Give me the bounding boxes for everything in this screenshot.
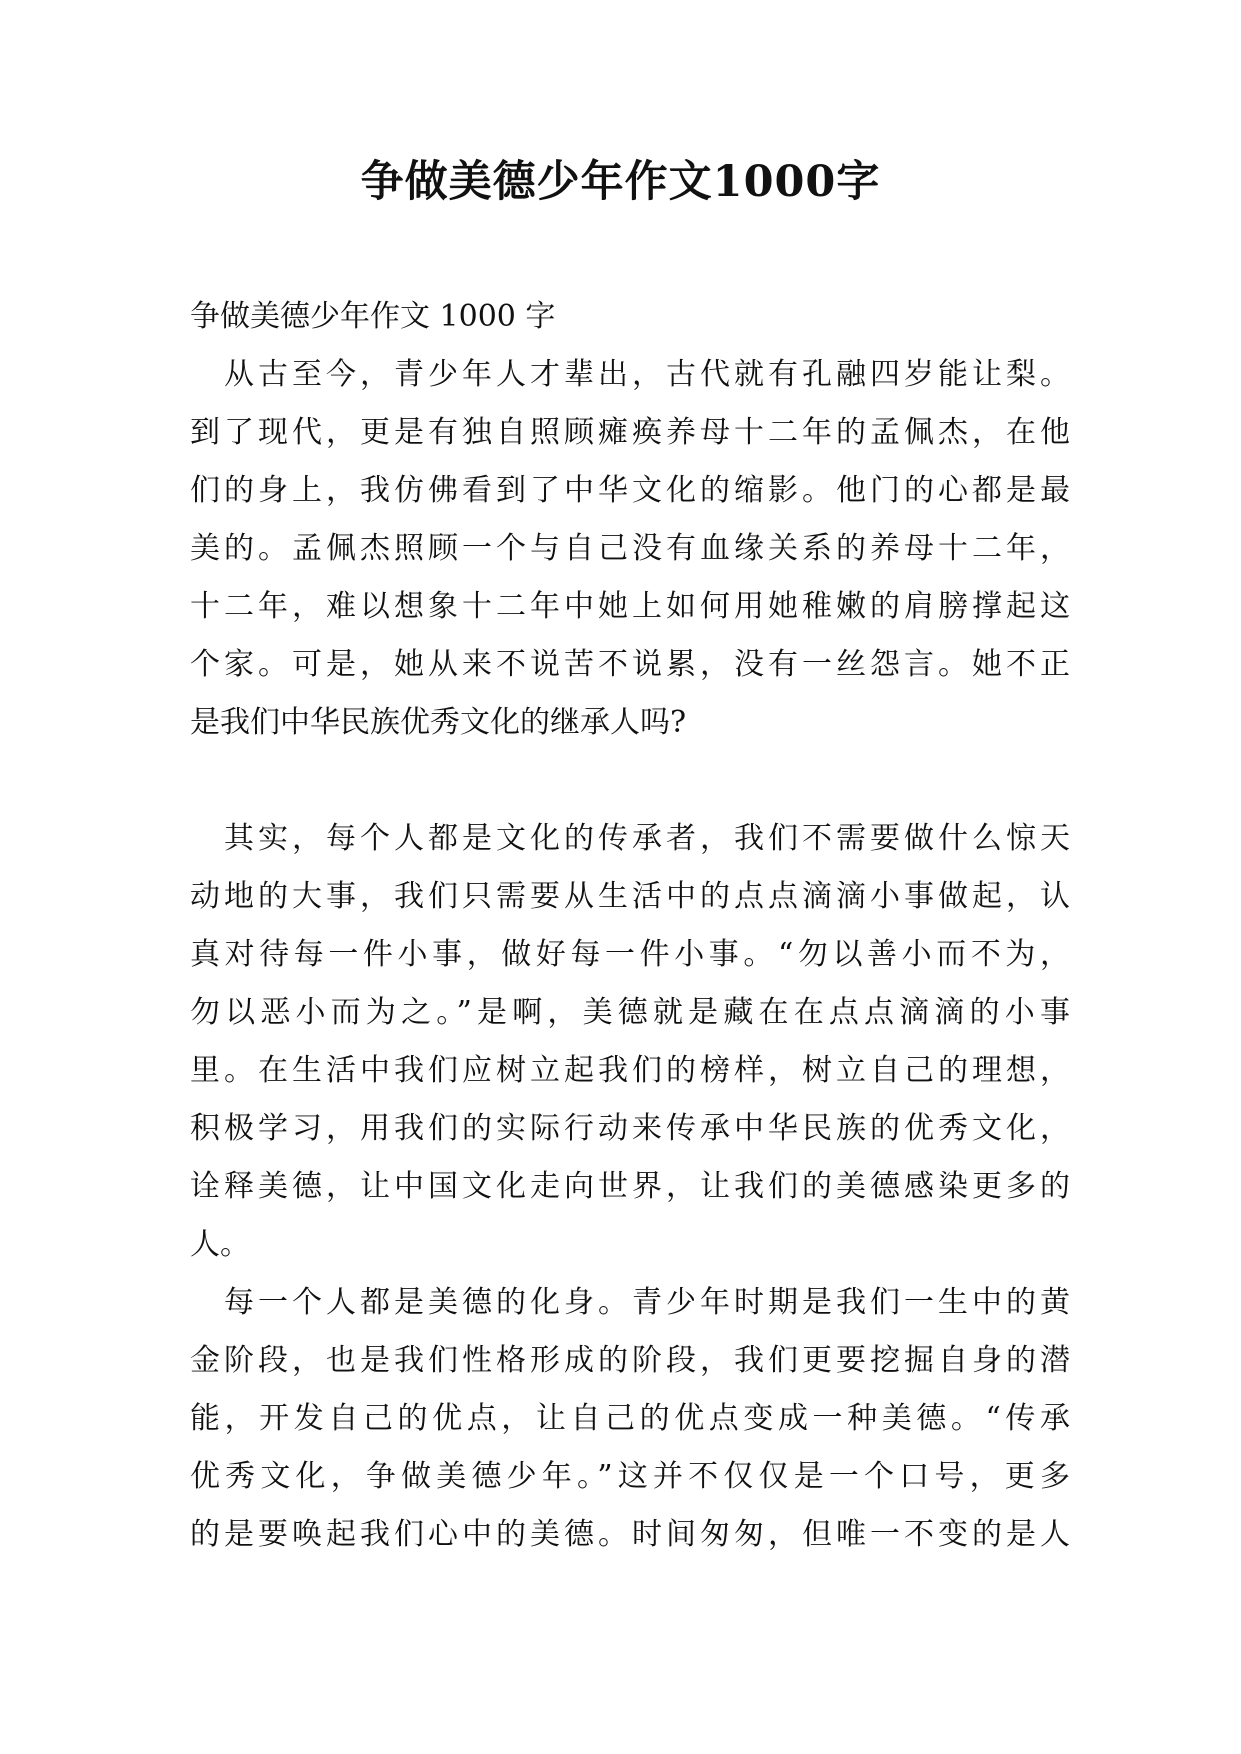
body-line: 到了现代，更是有独自照顾瘫痪养母十二年的孟佩杰，在他: [190, 415, 1070, 450]
body-line: 里。在生活中我们应树立起我们的榜样，树立自己的理想，: [190, 1053, 1070, 1088]
paragraph-gap: [190, 752, 1070, 810]
body-line: 金阶段，也是我们性格形成的阶段，我们更要挖掘自身的潜: [190, 1343, 1070, 1378]
body-line: 优秀文化，争做美德少年。”这并不仅仅是一个口号，更多: [190, 1459, 1070, 1494]
body-line: 积极学习，用我们的实际行动来传承中华民族的优秀文化，: [190, 1111, 1070, 1146]
body-line: 们的身上，我仿佛看到了中华文化的缩影。他门的心都是最: [190, 473, 1070, 508]
body-line: 从古至今，青少年人才辈出，古代就有孔融四岁能让梨。: [190, 357, 1070, 392]
body-line: 是我们中华民族优秀文化的继承人吗?: [190, 705, 687, 740]
body-line: 动地的大事，我们只需要从生活中的点点滴滴小事做起，认: [190, 879, 1070, 914]
body-line: 争做美德少年作文 1000 字: [190, 299, 556, 334]
body-line: 的是要唤起我们心中的美德。时间匆匆，但唯一不变的是人: [190, 1517, 1070, 1552]
body-line: 每一个人都是美德的化身。青少年时期是我们一生中的黄: [190, 1285, 1070, 1320]
body-line: 勿以恶小而为之。”是啊，美德就是藏在在点点滴滴的小事: [190, 995, 1070, 1030]
body-line: 真对待每一件小事，做好每一件小事。“勿以善小而不为，: [190, 937, 1070, 972]
body-line: 其实，每个人都是文化的传承者，我们不需要做什么惊天: [190, 821, 1070, 856]
body-line: 十二年，难以想象十二年中她上如何用她稚嫩的肩膀撑起这: [190, 589, 1070, 624]
body-line: 人。: [190, 1227, 250, 1262]
body-line: 诠释美德，让中国文化走向世界，让我们的美德感染更多的: [190, 1169, 1070, 1204]
body-line: 个家。可是，她从来不说苦不说累，没有一丝怨言。她不正: [190, 647, 1070, 682]
document-title: 争做美德少年作文1000字: [360, 157, 881, 207]
body-line: 美的。孟佩杰照顾一个与自己没有血缘关系的养母十二年，: [190, 531, 1070, 566]
document-body: [190, 288, 1070, 1564]
body-line: 能，开发自己的优点，让自己的优点变成一种美德。“传承: [190, 1401, 1070, 1436]
